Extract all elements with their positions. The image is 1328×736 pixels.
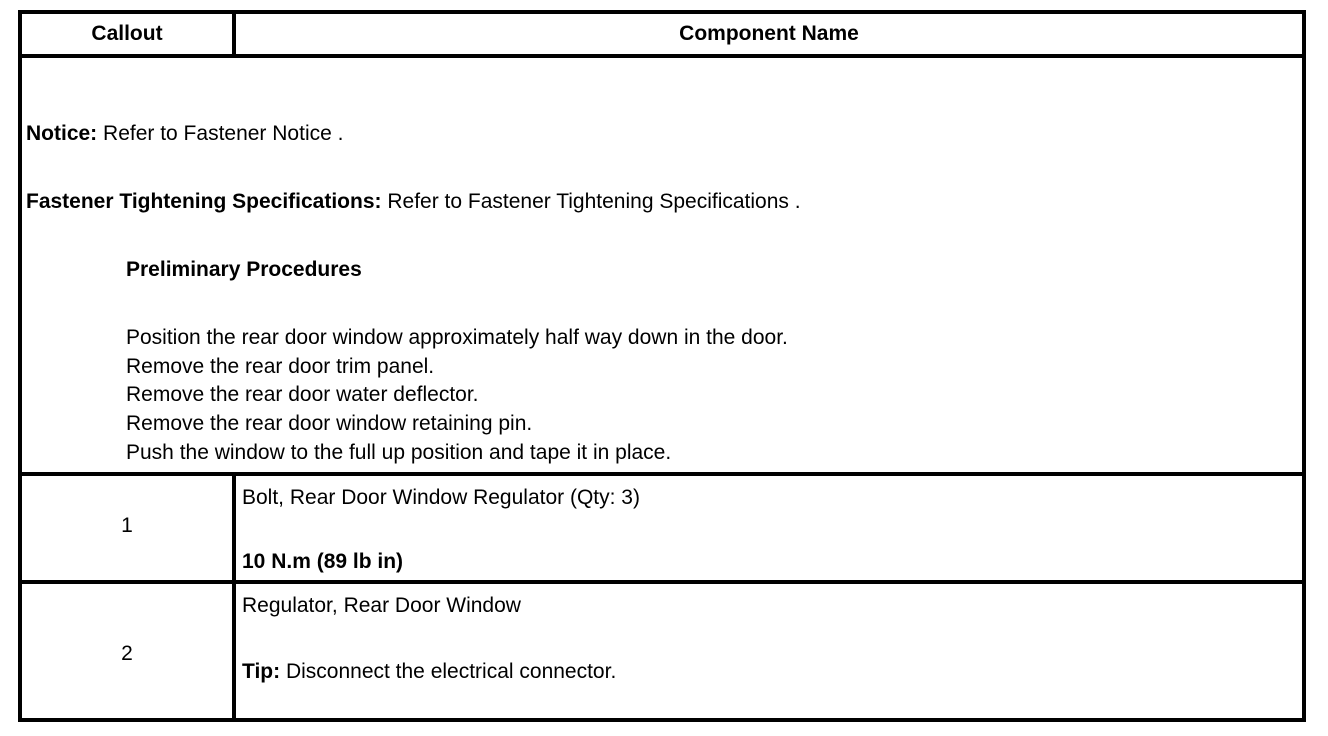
- callout-number: 2: [121, 642, 133, 665]
- column-divider: [232, 476, 236, 580]
- table-row: [22, 580, 1302, 722]
- callout-number: 1: [121, 514, 133, 537]
- component-table: [18, 10, 1306, 722]
- spec-label: Fastener Tightening Specifications:: [26, 190, 382, 213]
- notice-label: Notice:: [26, 122, 98, 145]
- spec-text: Refer to Fastener Tightening Specifications .: [381, 190, 801, 213]
- procedure-step: Remove the rear door window retaining pin.: [126, 412, 533, 435]
- tip-text: Disconnect the electrical connector.: [280, 660, 617, 683]
- component-name: Regulator, Rear Door Window: [242, 594, 521, 617]
- procedure-step: Push the window to the full up position and tape it in place.: [126, 441, 672, 464]
- header-callout: Callout: [91, 22, 163, 45]
- spec-line: [26, 190, 801, 214]
- torque-spec: 10 N.m (89 lb in): [242, 550, 404, 573]
- preliminary-procedures-title: Preliminary Procedures: [126, 258, 362, 281]
- header-component-name: Component Name: [679, 22, 859, 45]
- notice-text: Refer to Fastener Notice .: [97, 122, 344, 145]
- table-row: [22, 472, 1302, 580]
- tip-line: [242, 660, 616, 684]
- notice-line: [26, 122, 343, 146]
- component-name: Bolt, Rear Door Window Regulator (Qty: 3): [242, 486, 640, 509]
- procedure-step: Position the rear door window approximately half way down in the door.: [126, 326, 788, 349]
- tip-label: Tip:: [242, 660, 281, 683]
- procedure-step: Remove the rear door water deflector.: [126, 383, 479, 406]
- column-divider: [232, 584, 236, 722]
- procedure-step: Remove the rear door trim panel.: [126, 355, 435, 378]
- table-header-row: [22, 14, 1302, 54]
- notice-row: [22, 54, 1302, 472]
